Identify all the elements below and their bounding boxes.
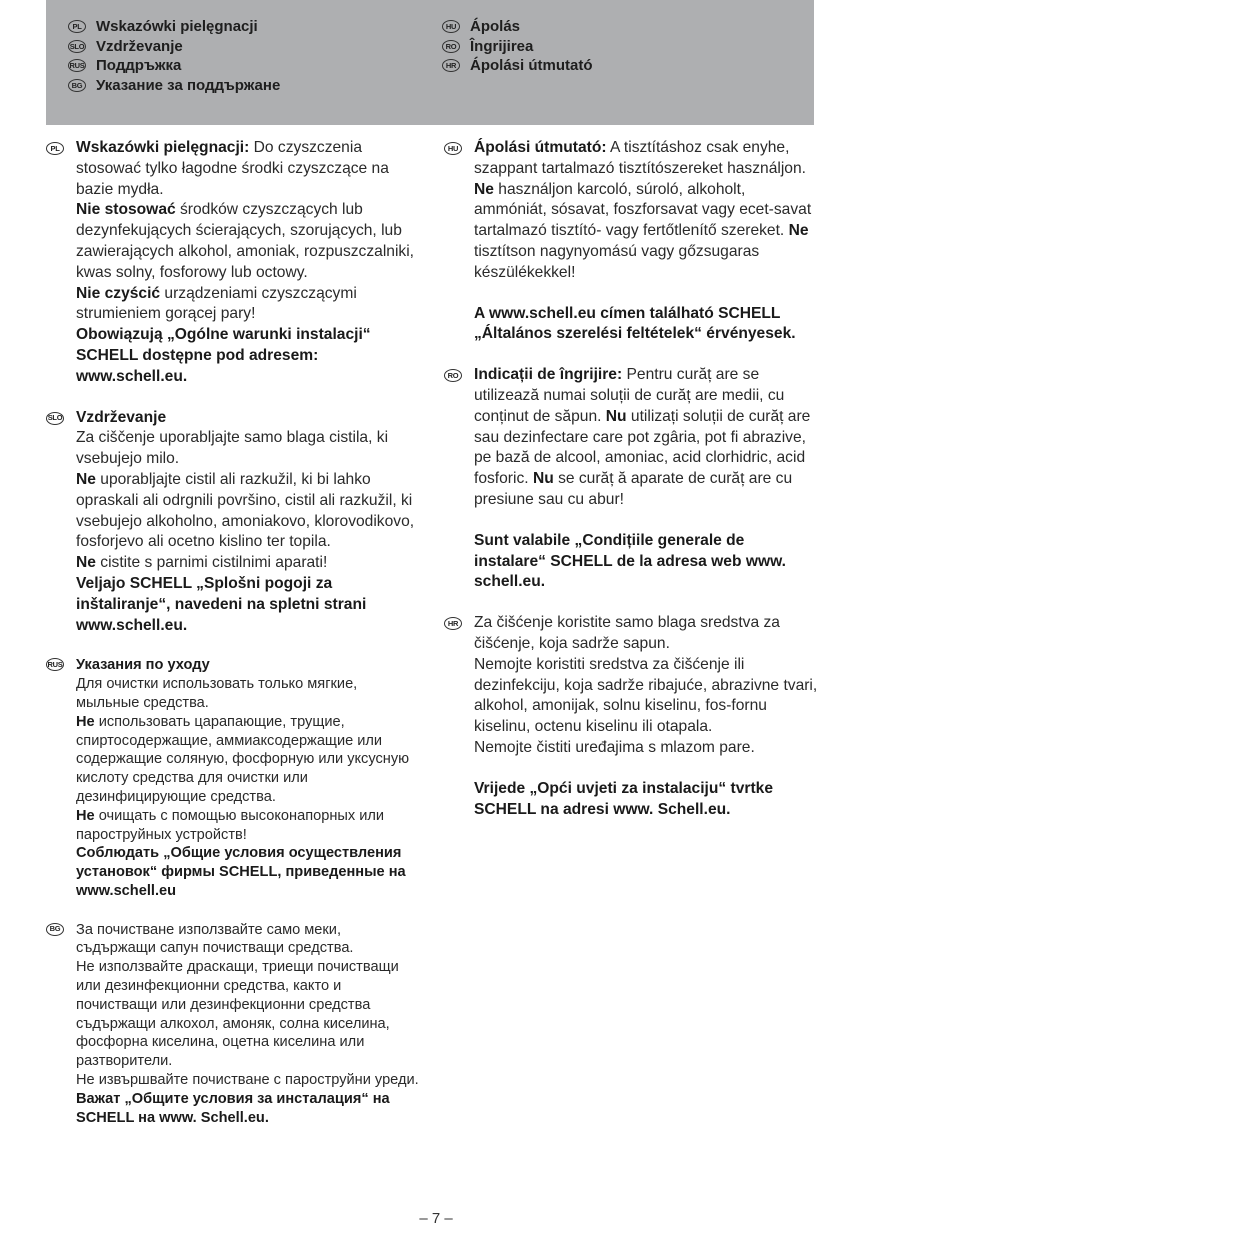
warning-paragraph: Не извършвайте почистване с пароструйни уреди. — [76, 1072, 419, 1089]
section-hr — [444, 613, 819, 820]
warning-text: uporabljajte cistil ali razkužil, ki bi lahko opraskali ali odrgnili površino, cistil ali razkužil, ki vsebujejo alkoholno, amoniakovo, klorovodikovo, fosforjevo ali ocetno kislino ter topila. — [76, 470, 415, 551]
warning-text: tisztítson nagynyomású vagy gőzsugaras készülékekkel! — [474, 242, 760, 281]
installation-note: A www.schell.eu címen található SCHELL „Általános szerelési feltételek“ érvényesek. — [474, 304, 796, 343]
warning-keyword: Ne — [76, 470, 96, 488]
intro-text: Для очистки использовать только мягкие, мыльные средства. — [76, 676, 358, 711]
section-title: Wskazówki pielęgnacji: — [76, 139, 250, 156]
warning-paragraph: Nemojte čistiti uređajima s mlazom pare. — [474, 738, 755, 756]
intro-text: За почистване използвайте само меки, съдържащи сапун почистващи средства. — [76, 921, 354, 957]
installation-note: Sunt valabile „Condițiile generale de instalare“ SCHELL de la adresa web www. schell.eu. — [474, 531, 786, 591]
header-label: Указание за поддържане — [96, 76, 281, 94]
header-label: Ápolás — [470, 18, 521, 36]
warning-text: środków czyszczących lub dezynfekujących ścierających, szorujących, lub zawierających alkohol, amoniak, rozpuszczalniki, kwas solny, fosforowy lub octowy. — [76, 201, 415, 281]
installation-note: Соблюдать „Общие условия осуществления установок“ фирмы SCHELL, приведенные на www.schell.eu — [76, 845, 406, 899]
language-badge-icon: HU — [444, 142, 462, 155]
warning-keyword: Не — [76, 713, 95, 730]
language-badge-icon: SLO — [46, 412, 64, 425]
language-badge-icon: BG — [68, 79, 86, 92]
right-text-column — [444, 138, 819, 820]
header-item-hr — [442, 56, 593, 76]
language-badge-icon: RO — [442, 40, 460, 53]
header-label: Ápolási útmutató — [470, 57, 593, 75]
section-title: Указания по уходу — [76, 657, 210, 674]
warning-keyword: Ne — [788, 222, 809, 240]
warning-paragraph — [474, 180, 819, 284]
warning-paragraph — [76, 200, 421, 283]
installation-note: Важат „Общите условия за инсталация“ на SCHELL на www. Schell.eu. — [76, 1090, 390, 1126]
installation-note: Vrijede „Opći uvjeti za instalaciju“ tvrtke SCHELL na adresi www. Schell.eu. — [474, 779, 773, 818]
intro-text: A tisztításhoz csak enyhe, szappant tartalmazó tisztítószereket használjon. — [474, 139, 806, 177]
warning-keyword: Nie stosować — [76, 201, 176, 219]
warning-paragraph — [76, 807, 421, 845]
warning-text: очищать с помощью высоконапорных или пароструйных устройств! — [76, 807, 385, 843]
header-label: Поддръжка — [96, 57, 182, 75]
installation-note: Veljajo SCHELL „Splošni pogoji za inštaliranje“, navedeni na spletni strani www.schell.eu. — [76, 574, 367, 634]
warning-paragraph — [76, 470, 421, 553]
warning-keyword: Не — [76, 807, 95, 824]
language-badge-icon: BG — [46, 923, 64, 936]
language-badge-icon: RO — [444, 369, 462, 382]
header-label: Vzdrževanje — [96, 37, 183, 55]
section-body — [474, 365, 819, 511]
warning-text: использовать царапающие, трущие, спиртосодержащие, аммиаксодержащие или содержащие соляную, фосфорную или уксусную кислоту средства для очистки или дезинфицирующие средства. — [76, 713, 410, 805]
header-left-column — [68, 17, 280, 95]
section-intro — [474, 138, 819, 180]
intro-text: Do czyszczenia stosować tylko łagodne środki czyszczące na bazie mydła. — [76, 139, 389, 198]
installation-note: Obowiązują „Ogólne warunki instalacji“ SCHELL dostępne pod adresem: www.schell.eu. — [76, 326, 371, 385]
warning-keyword: Nu — [605, 407, 627, 425]
warning-keyword: Ne — [76, 554, 96, 572]
section-title: Ápolási útmutató: — [474, 139, 607, 156]
section-pl — [46, 138, 421, 388]
header-item-bg — [68, 76, 280, 96]
language-badge-icon: PL — [68, 20, 86, 33]
language-badge-icon: HR — [442, 59, 460, 72]
intro-text: Za čišćenje koristite samo blaga sredstva za čišćenje, koja sadrže sapun. — [474, 614, 780, 652]
language-badge-icon: HR — [444, 617, 462, 630]
language-badge-icon: HU — [442, 20, 460, 33]
warning-text: se curăț ă aparate de curăț are cu presiune sau cu abur! — [474, 470, 793, 508]
header-item-rus — [68, 56, 280, 76]
warning-text: használjon karcoló, súroló, alkoholt, ammóniát, sósavat, foszforsavat vagy ecet-savat tartalmazó tisztító- vagy fertőtlenítő szereket. — [474, 180, 812, 240]
language-badge-icon: RUS — [46, 658, 64, 671]
warning-keyword: Ne — [474, 180, 494, 198]
warning-keyword: Nu — [532, 470, 554, 488]
header-right-column — [442, 17, 593, 76]
header-item-slo — [68, 37, 280, 57]
section-title: Vzdrževanje — [76, 408, 167, 426]
section-bg — [46, 921, 421, 1128]
header-item-hu — [442, 17, 593, 37]
section-rus — [46, 656, 421, 900]
header-item-pl — [68, 17, 280, 37]
warning-paragraph: Nemojte koristiti sredstva za čišćenje ili dezinfekciju, koja sadrže ribajuće, abrazivne tvari, alkohol, amonijak, solnu kiselinu, fos-fornu kiselinu, octenu kiselinu ili otapala. — [474, 655, 818, 736]
section-intro — [76, 138, 421, 200]
warning-paragraph: Не използвайте драскащи, триещи почистващи или дезинфекционни средства, както и почистващи или дезинфекционни средства съдържащи алкохол, амоняк, солна киселина, фосфорна киселина, оцетна киселина или разтворители. — [76, 959, 399, 1070]
language-badge-icon: PL — [46, 142, 64, 155]
header-label: Îngrijirea — [470, 37, 534, 55]
language-header — [46, 0, 814, 125]
warning-paragraph — [76, 713, 421, 807]
warning-keyword: Nie czyścić — [76, 284, 161, 302]
header-label: Wskazówki pielęgnacji — [96, 18, 258, 36]
language-badge-icon: RUS — [68, 59, 86, 72]
section-hu — [444, 138, 819, 345]
intro-text: Za ciščenje uporabljajte samo blaga cistila, ki vsebujejo milo. — [76, 429, 389, 468]
warning-text: urządzeniami czyszczącymi strumieniem gorącej pary! — [76, 284, 357, 323]
header-item-ro — [442, 37, 593, 57]
section-slo — [46, 408, 421, 637]
warning-text: utilizați soluții de curăț are sau dezinfectare care pot zgâria, pot fi abrazive, pe bază de alcool, amoniac, acid clorhidric, acid fosforic. — [474, 407, 811, 488]
language-badge-icon: SLO — [68, 40, 86, 53]
page-number: – 7 – — [419, 1210, 453, 1227]
intro-text: Pentru curăț are se utilizează numai soluții de curăț are medii, cu conținut de săpun. — [474, 366, 785, 425]
warning-paragraph — [76, 284, 421, 326]
section-ro — [444, 365, 819, 593]
left-text-column — [46, 138, 421, 1127]
section-title: Indicații de îngrijire: — [474, 366, 623, 384]
warning-text: cistite s parnimi cistilnimi aparati! — [95, 554, 328, 572]
warning-paragraph — [76, 553, 421, 574]
